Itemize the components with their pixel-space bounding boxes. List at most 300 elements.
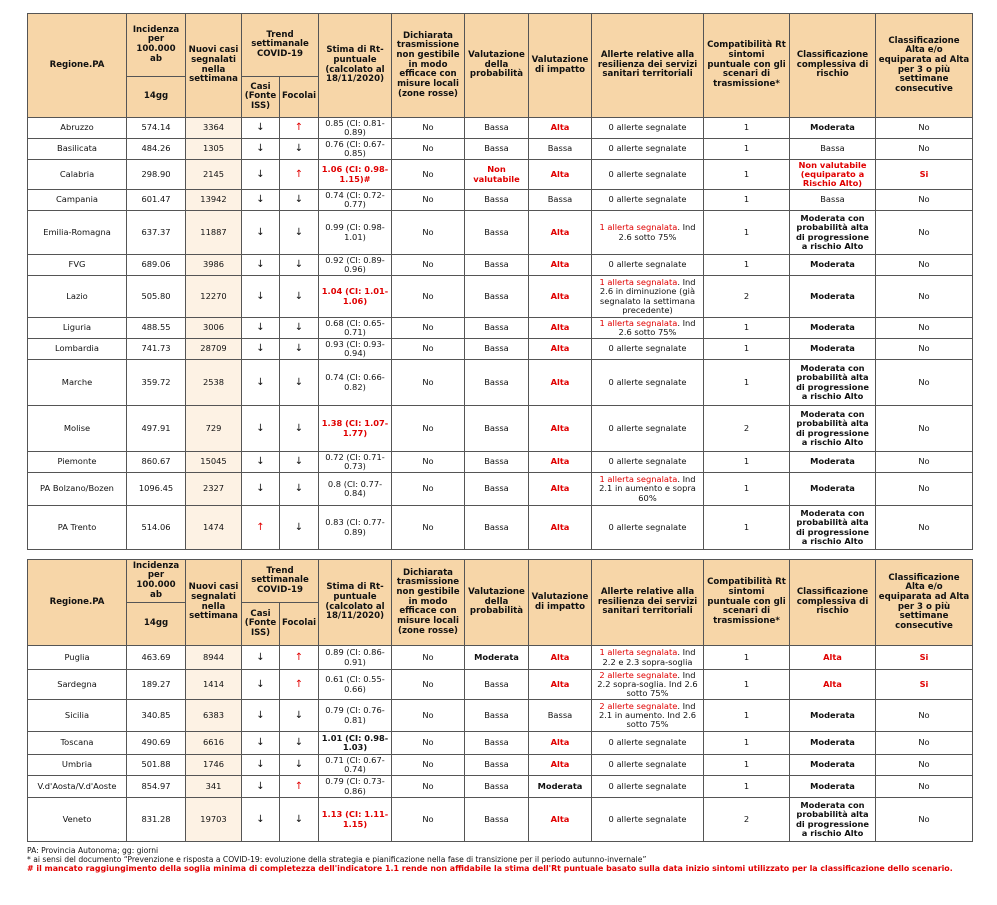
dichiarata-value: No (392, 473, 465, 506)
allerte-text: . Ind 2.6 sotto 75% (618, 317, 696, 337)
header-dichiarata: Dichiarata trasmissione non gestibile in modo efficace con misure locali (zone rosse) (392, 14, 465, 118)
impatto-value: Alta (529, 360, 592, 406)
allerte-value (592, 732, 704, 755)
allerte-text: . Ind 2.6 sotto 75% (618, 222, 696, 242)
region-name: Calabria (28, 160, 127, 190)
rt-value: 0.74 (CI: 0.66-0.82) (319, 360, 392, 406)
classificazione-value: Moderata (790, 318, 876, 339)
compatibilita-value: 1 (704, 473, 790, 506)
header-regione: Regione.PA (28, 14, 127, 118)
classificazione-value: Non valutabile (equiparato a Rischio Alto) (790, 160, 876, 190)
alta-3-settimane-value: No (876, 755, 973, 776)
trend-down-icon: ↓ (242, 776, 280, 798)
header-rt: Stima di Rt-puntuale (calcolato al 18/11/2020) (319, 14, 392, 118)
dichiarata-value: No (392, 406, 465, 452)
trend-down-icon: ↓ (280, 755, 319, 776)
nuovi-casi-value: 8944 (186, 646, 242, 670)
probabilita-value: Bassa (465, 670, 529, 700)
header-allerte: Allerte relative alla resilienza dei servizi sanitari territoriali (592, 14, 704, 118)
rt-value: 0.92 (CI: 0.89-0.96) (319, 255, 392, 276)
allerte-text: . Ind 2.2 sopra-soglia. Ind 2.6 sotto 75% (597, 669, 698, 699)
classificazione-value: Moderata (790, 276, 876, 318)
trend-up-icon: ↑ (280, 160, 319, 190)
nuovi-casi-value: 2327 (186, 473, 242, 506)
table-row (28, 255, 973, 276)
impatto-value: Alta (529, 670, 592, 700)
region-name: Abruzzo (28, 118, 127, 139)
probabilita-value: Bassa (465, 406, 529, 452)
allerte-value (592, 506, 704, 550)
allerte-text: 2 allerte segnalate (599, 669, 678, 680)
dichiarata-value: No (392, 732, 465, 755)
region-name: FVG (28, 255, 127, 276)
compatibilita-value: 1 (704, 139, 790, 160)
trend-down-icon: ↓ (242, 360, 280, 406)
rt-value: 1.01 (CI: 0.98-1.03) (319, 732, 392, 755)
probabilita-value: Non valutabile (465, 160, 529, 190)
header-incidenza-14gg: 14gg (127, 603, 186, 646)
compatibilita-value: 1 (704, 339, 790, 360)
compatibilita-value: 1 (704, 318, 790, 339)
trend-down-icon: ↓ (242, 670, 280, 700)
header-incidenza: Incidenza per 100.000 ab (127, 560, 186, 603)
trend-down-icon: ↓ (242, 139, 280, 160)
dichiarata-value: No (392, 339, 465, 360)
region-name: Puglia (28, 646, 127, 670)
dichiarata-value: No (392, 318, 465, 339)
header-impatto: Valutazione di impatto (529, 14, 592, 118)
compatibilita-value: 1 (704, 776, 790, 798)
header-rt: Stima di Rt-puntuale (calcolato al 18/11/2020) (319, 560, 392, 646)
nuovi-casi-value: 1746 (186, 755, 242, 776)
rt-value: 0.72 (CI: 0.71-0.73) (319, 452, 392, 473)
probabilita-value: Bassa (465, 318, 529, 339)
header-nuovi: Nuovi casi segnalati nella settimana (186, 14, 242, 118)
dichiarata-value: No (392, 798, 465, 842)
probabilita-value: Bassa (465, 506, 529, 550)
trend-down-icon: ↓ (242, 473, 280, 506)
impatto-value: Alta (529, 506, 592, 550)
allerte-text: 0 allerte segnalate (608, 168, 687, 179)
classificazione-value: Moderata con probabilità alta di progressione a rischio Alto (790, 798, 876, 842)
table-row (28, 670, 973, 700)
alta-3-settimane-value: No (876, 190, 973, 211)
region-name: Lazio (28, 276, 127, 318)
allerte-value (592, 118, 704, 139)
incidenza-value: 574.14 (127, 118, 186, 139)
footnotes (27, 846, 972, 874)
incidenza-value: 490.69 (127, 732, 186, 755)
dichiarata-value: No (392, 118, 465, 139)
incidenza-value: 501.88 (127, 755, 186, 776)
impatto-value: Alta (529, 339, 592, 360)
alta-3-settimane-value: Si (876, 646, 973, 670)
rt-value: 0.99 (CI: 0.98-1.01) (319, 211, 392, 255)
allerte-value (592, 700, 704, 732)
rt-value: 0.79 (CI: 0.76-0.81) (319, 700, 392, 732)
alta-3-settimane-value: Si (876, 670, 973, 700)
allerte-value (592, 318, 704, 339)
region-name: Toscana (28, 732, 127, 755)
allerte-text: 0 allerte segnalate (608, 456, 687, 467)
impatto-value: Moderata (529, 776, 592, 798)
impatto-value: Alta (529, 755, 592, 776)
impatto-value: Bassa (529, 700, 592, 732)
dichiarata-value: No (392, 755, 465, 776)
impatto-value: Alta (529, 473, 592, 506)
trend-down-icon: ↓ (280, 211, 319, 255)
alta-3-settimane-value: No (876, 318, 973, 339)
incidenza-value: 637.37 (127, 211, 186, 255)
nuovi-casi-value: 3006 (186, 318, 242, 339)
rt-value: 1.04 (CI: 1.01-1.06) (319, 276, 392, 318)
region-name: Campania (28, 190, 127, 211)
dichiarata-value: No (392, 700, 465, 732)
rt-value: 0.74 (CI: 0.72-0.77) (319, 190, 392, 211)
incidenza-value: 505.80 (127, 276, 186, 318)
allerte-text: 1 allerta segnalata (599, 317, 678, 328)
probabilita-value: Bassa (465, 798, 529, 842)
dichiarata-value: No (392, 276, 465, 318)
incidenza-value: 359.72 (127, 360, 186, 406)
alta-3-settimane-value: No (876, 139, 973, 160)
table-row (28, 339, 973, 360)
header-focolai: Focolai (280, 77, 319, 118)
incidenza-value: 514.06 (127, 506, 186, 550)
table-row (28, 506, 973, 550)
impatto-value: Alta (529, 118, 592, 139)
nuovi-casi-value: 729 (186, 406, 242, 452)
table-row (28, 160, 973, 190)
allerte-text: . Ind 2.6 in diminuzione (già segnalato la settimana precedente) (599, 276, 696, 315)
header-classificazione: Classificazione complessiva di rischio (790, 14, 876, 118)
region-name: Molise (28, 406, 127, 452)
nuovi-casi-value: 1474 (186, 506, 242, 550)
dichiarata-value: No (392, 255, 465, 276)
alta-3-settimane-value: No (876, 473, 973, 506)
impatto-value: Bassa (529, 190, 592, 211)
allerte-text: 0 allerte segnalate (608, 521, 687, 532)
alta-3-settimane-value: No (876, 211, 973, 255)
trend-down-icon: ↓ (280, 276, 319, 318)
header-probabilita: Valutazione della probabilità (465, 14, 529, 118)
region-name: Sicilia (28, 700, 127, 732)
trend-down-icon: ↓ (280, 360, 319, 406)
trend-down-icon: ↓ (242, 318, 280, 339)
footnote-pa: PA: Provincia Autonoma; gg: giorni (27, 846, 159, 855)
region-name: Sardegna (28, 670, 127, 700)
header-alta-3-settimane: Classificazione Alta e/o equiparata ad Alta per 3 o più settimane consecutive (876, 14, 973, 118)
trend-down-icon: ↓ (242, 160, 280, 190)
dichiarata-value: No (392, 211, 465, 255)
table-row (28, 646, 973, 670)
probabilita-value: Bassa (465, 190, 529, 211)
table-row (28, 473, 973, 506)
nuovi-casi-value: 2538 (186, 360, 242, 406)
allerte-text: 0 allerte segnalate (608, 343, 687, 354)
alta-3-settimane-value: No (876, 798, 973, 842)
region-name: PA Bolzano/Bozen (28, 473, 127, 506)
impatto-value: Alta (529, 452, 592, 473)
classificazione-value: Moderata (790, 255, 876, 276)
trend-down-icon: ↓ (242, 798, 280, 842)
compatibilita-value: 1 (704, 360, 790, 406)
incidenza-value: 463.69 (127, 646, 186, 670)
table-row (28, 118, 973, 139)
probabilita-value: Bassa (465, 452, 529, 473)
risk-table-1 (27, 13, 973, 550)
trend-down-icon: ↓ (242, 339, 280, 360)
dichiarata-value: No (392, 776, 465, 798)
probabilita-value: Bassa (465, 139, 529, 160)
classificazione-value: Moderata (790, 118, 876, 139)
alta-3-settimane-value: Si (876, 160, 973, 190)
trend-down-icon: ↓ (280, 732, 319, 755)
dichiarata-value: No (392, 160, 465, 190)
probabilita-value: Bassa (465, 339, 529, 360)
trend-down-icon: ↓ (242, 255, 280, 276)
classificazione-value: Moderata (790, 339, 876, 360)
incidenza-value: 488.55 (127, 318, 186, 339)
rt-value: 0.68 (CI: 0.65-0.71) (319, 318, 392, 339)
trend-down-icon: ↓ (242, 190, 280, 211)
impatto-value: Alta (529, 732, 592, 755)
header-compatibilita: Compatibilità Rt sintomi puntuale con gli scenari di trasmissione* (704, 14, 790, 118)
trend-down-icon: ↓ (280, 139, 319, 160)
trend-down-icon: ↓ (280, 255, 319, 276)
trend-down-icon: ↓ (242, 646, 280, 670)
table-row (28, 798, 973, 842)
trend-down-icon: ↓ (242, 118, 280, 139)
classificazione-value: Moderata (790, 473, 876, 506)
allerte-value (592, 452, 704, 473)
classificazione-value: Moderata (790, 700, 876, 732)
dichiarata-value: No (392, 506, 465, 550)
probabilita-value: Bassa (465, 255, 529, 276)
header-casi: Casi (Fonte ISS) (242, 603, 280, 646)
footnote-star: * ai sensi del documento “Prevenzione e risposta a COVID-19: evoluzione della strategia e pianificazione nella fase di transizione per il periodo autunno-invernale” (27, 855, 647, 865)
rt-value: 0.85 (CI: 0.81-0.89) (319, 118, 392, 139)
header-impatto: Valutazione di impatto (529, 560, 592, 646)
allerte-value (592, 190, 704, 211)
incidenza-value: 340.85 (127, 700, 186, 732)
alta-3-settimane-value: No (876, 360, 973, 406)
header-incidenza-14gg: 14gg (127, 77, 186, 118)
header-incidenza: Incidenza per 100.000 ab (127, 14, 186, 77)
trend-up-icon: ↑ (280, 670, 319, 700)
allerte-text: 0 allerte segnalate (608, 122, 687, 133)
probabilita-value: Bassa (465, 360, 529, 406)
probabilita-value: Bassa (465, 118, 529, 139)
trend-down-icon: ↓ (280, 473, 319, 506)
allerte-text: 0 allerte segnalate (608, 759, 687, 770)
region-name: Liguria (28, 318, 127, 339)
alta-3-settimane-value: No (876, 732, 973, 755)
allerte-value (592, 160, 704, 190)
trend-down-icon: ↓ (242, 732, 280, 755)
trend-down-icon: ↓ (280, 190, 319, 211)
nuovi-casi-value: 3364 (186, 118, 242, 139)
probabilita-value: Bassa (465, 732, 529, 755)
compatibilita-value: 2 (704, 798, 790, 842)
trend-down-icon: ↓ (242, 406, 280, 452)
header-casi: Casi (Fonte ISS) (242, 77, 280, 118)
risk-table-2 (27, 559, 973, 842)
header-trend: Trend settimanale COVID-19 (242, 14, 319, 77)
nuovi-casi-value: 12270 (186, 276, 242, 318)
incidenza-value: 497.91 (127, 406, 186, 452)
nuovi-casi-value: 341 (186, 776, 242, 798)
header-dichiarata: Dichiarata trasmissione non gestibile in modo efficace con misure locali (zone rosse) (392, 560, 465, 646)
probabilita-value: Bassa (465, 211, 529, 255)
allerte-text: 1 allerta segnalata (599, 222, 678, 233)
classificazione-value: Moderata (790, 732, 876, 755)
allerte-value (592, 798, 704, 842)
trend-down-icon: ↓ (280, 318, 319, 339)
incidenza-value: 860.67 (127, 452, 186, 473)
compatibilita-value: 1 (704, 755, 790, 776)
probabilita-value: Bassa (465, 473, 529, 506)
compatibilita-value: 1 (704, 506, 790, 550)
trend-up-icon: ↑ (280, 646, 319, 670)
classificazione-value: Alta (790, 670, 876, 700)
classificazione-value: Bassa (790, 139, 876, 160)
footnote-hash: # il mancato raggiungimento della soglia minima di completezza dell'indicatore 1.1 rende non affidabile la stima dell'Rt puntuale basato sulla data inizio sintomi utilizzato per la classificazione dello scenario. (27, 864, 953, 874)
region-name: Piemonte (28, 452, 127, 473)
region-name: Marche (28, 360, 127, 406)
allerte-text: 0 allerte segnalate (608, 780, 687, 791)
allerte-text: 0 allerte segnalate (608, 194, 687, 205)
dichiarata-value: No (392, 139, 465, 160)
probabilita-value: Moderata (465, 646, 529, 670)
table-row (28, 732, 973, 755)
table-row (28, 755, 973, 776)
rt-value: 1.38 (CI: 1.07-1.77) (319, 406, 392, 452)
probabilita-value: Bassa (465, 276, 529, 318)
alta-3-settimane-value: No (876, 406, 973, 452)
table-row (28, 318, 973, 339)
impatto-value: Alta (529, 276, 592, 318)
incidenza-value: 189.27 (127, 670, 186, 700)
rt-value: 0.79 (CI: 0.73-0.86) (319, 776, 392, 798)
classificazione-value: Moderata (790, 452, 876, 473)
allerte-value (592, 646, 704, 670)
incidenza-value: 741.73 (127, 339, 186, 360)
header-trend: Trend settimanale COVID-19 (242, 560, 319, 603)
allerte-text: 0 allerte segnalate (608, 143, 687, 154)
table-row (28, 452, 973, 473)
alta-3-settimane-value: No (876, 276, 973, 318)
trend-down-icon: ↓ (242, 700, 280, 732)
dichiarata-value: No (392, 190, 465, 211)
allerte-text: 2 allerte segnalate (599, 700, 678, 711)
impatto-value: Alta (529, 646, 592, 670)
header-classificazione: Classificazione complessiva di rischio (790, 560, 876, 646)
dichiarata-value: No (392, 646, 465, 670)
trend-up-icon: ↑ (242, 506, 280, 550)
classificazione-value: Moderata con probabilità alta di progressione a rischio Alto (790, 211, 876, 255)
nuovi-casi-value: 6383 (186, 700, 242, 732)
allerte-value (592, 139, 704, 160)
alta-3-settimane-value: No (876, 506, 973, 550)
impatto-value: Bassa (529, 139, 592, 160)
dichiarata-value: No (392, 670, 465, 700)
trend-down-icon: ↓ (280, 506, 319, 550)
table-row (28, 190, 973, 211)
allerte-value (592, 670, 704, 700)
compatibilita-value: 1 (704, 670, 790, 700)
compatibilita-value: 1 (704, 700, 790, 732)
classificazione-value: Moderata (790, 755, 876, 776)
allerte-text: 0 allerte segnalate (608, 737, 687, 748)
trend-up-icon: ↑ (280, 776, 319, 798)
header-probabilita: Valutazione della probabilità (465, 560, 529, 646)
nuovi-casi-value: 6616 (186, 732, 242, 755)
classificazione-value: Moderata con probabilità alta di progressione a rischio Alto (790, 506, 876, 550)
region-name: Basilicata (28, 139, 127, 160)
rt-value: 0.71 (CI: 0.67-0.74) (319, 755, 392, 776)
allerte-text: . Ind 2.1 in aumento e sopra 60% (599, 474, 696, 503)
compatibilita-value: 1 (704, 452, 790, 473)
trend-down-icon: ↓ (242, 211, 280, 255)
compatibilita-value: 1 (704, 646, 790, 670)
allerte-text: . Ind 2.1 in aumento. Ind 2.6 sotto 75% (598, 700, 697, 730)
compatibilita-value: 2 (704, 276, 790, 318)
allerte-text: . Ind 2.2 e 2.3 sopra-soglia (602, 647, 696, 667)
incidenza-value: 831.28 (127, 798, 186, 842)
trend-down-icon: ↓ (242, 276, 280, 318)
allerte-text: 0 allerte segnalate (608, 259, 687, 270)
allerte-text: 0 allerte segnalate (608, 813, 687, 824)
header-allerte: Allerte relative alla resilienza dei servizi sanitari territoriali (592, 560, 704, 646)
allerte-value (592, 406, 704, 452)
incidenza-value: 484.26 (127, 139, 186, 160)
nuovi-casi-value: 28709 (186, 339, 242, 360)
alta-3-settimane-value: No (876, 452, 973, 473)
header-alta-3-settimane: Classificazione Alta e/o equiparata ad Alta per 3 o più settimane consecutive (876, 560, 973, 646)
nuovi-casi-value: 1414 (186, 670, 242, 700)
allerte-value (592, 473, 704, 506)
allerte-value (592, 211, 704, 255)
dichiarata-value: No (392, 360, 465, 406)
compatibilita-value: 1 (704, 160, 790, 190)
allerte-value (592, 339, 704, 360)
probabilita-value: Bassa (465, 776, 529, 798)
classificazione-value: Moderata con probabilità alta di progressione a rischio Alto (790, 406, 876, 452)
alta-3-settimane-value: No (876, 700, 973, 732)
region-name: Veneto (28, 798, 127, 842)
allerte-value (592, 276, 704, 318)
header-compatibilita: Compatibilità Rt sintomi puntuale con gli scenari di trasmissione* (704, 560, 790, 646)
allerte-value (592, 776, 704, 798)
incidenza-value: 689.06 (127, 255, 186, 276)
probabilita-value: Bassa (465, 755, 529, 776)
nuovi-casi-value: 2145 (186, 160, 242, 190)
compatibilita-value: 1 (704, 118, 790, 139)
compatibilita-value: 1 (704, 732, 790, 755)
classificazione-value: Bassa (790, 190, 876, 211)
nuovi-casi-value: 1305 (186, 139, 242, 160)
allerte-value (592, 255, 704, 276)
compatibilita-value: 1 (704, 211, 790, 255)
rt-value: 0.93 (CI: 0.93-0.94) (319, 339, 392, 360)
impatto-value: Alta (529, 211, 592, 255)
compatibilita-value: 1 (704, 190, 790, 211)
incidenza-value: 298.90 (127, 160, 186, 190)
impatto-value: Alta (529, 798, 592, 842)
header-nuovi: Nuovi casi segnalati nella settimana (186, 560, 242, 646)
compatibilita-value: 1 (704, 255, 790, 276)
